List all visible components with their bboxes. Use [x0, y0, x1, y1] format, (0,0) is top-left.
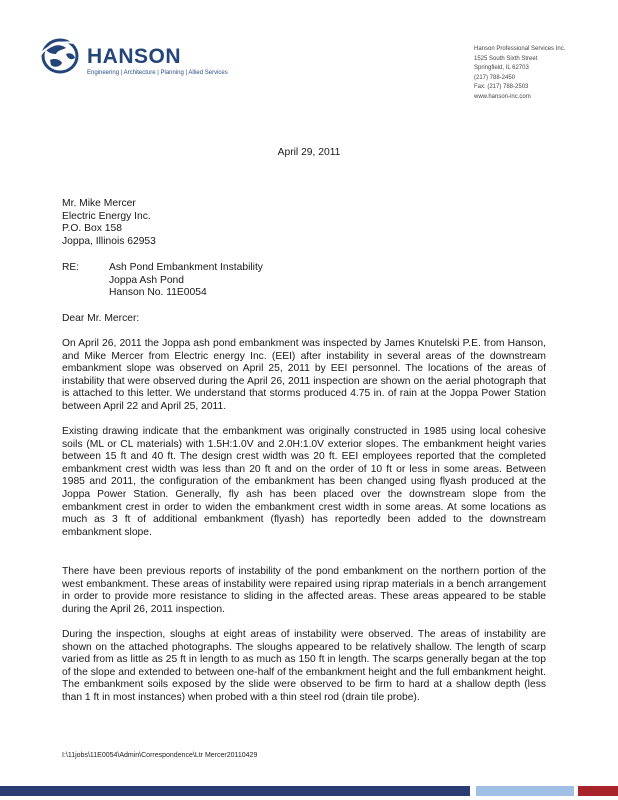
brand-name: HANSON: [87, 45, 182, 68]
recipient-line: P.O. Box 158: [62, 223, 122, 235]
file-path: I:\11jobs\11E0054\Admin\Correspondence\Ltr Mercer20110429: [62, 752, 258, 759]
subject-line: Hanson No. 11E0054: [109, 287, 207, 299]
paragraph-text: Existing drawing indicate that the embankment was originally constructed in 1985 using local cohesive soils (ML or CL materials) with 1.5H:1.0V and 2.0H:1.0V exterior slopes. The embankment height varies between 15 ft and 40 ft. The design crest width was 20 ft. EEI employees reported that the completed embankment crest width was less than 20 ft and on the order of 10 ft or less in some areas. Between 1985 and 2011, the configuration of the embankment has been changed using flyash produced at the Joppa Power Station. Generally, fly ash has been placed over the downstream slope from the embankment crest in order to widen the embankment crest width in some areas. At some locations as much as 3 ft of additional embankment (flyash) has reportedly been added to the downstream embankment slope.: [62, 426, 546, 538]
paragraph-text: During the inspection, sloughs at eight areas of instability were observed. The areas of instability are shown on the attached photographs. The sloughs appeared to be relatively shallow. The length of scarp varied from as little as 25 ft in length to as much as 150 ft in length. The scarps generally began at the top of the slope and extended to between one-half of the embankment height and the full embankment height. The embankment soils exposed by the slide were observed to be firm to hard at a shallow depth (less than 1 ft in most instances) when probed with a thin steel rod (drain tile probe).: [62, 629, 546, 703]
recipient-line: Joppa, Illinois 62953: [62, 235, 156, 247]
address-line: 1525 South Sixth Street: [474, 55, 538, 62]
address-line: www.hanson-inc.com: [474, 93, 531, 100]
paragraph-text: There have been previous reports of instability of the pond embankment on the northern portion of the west embankment. These areas of instability were repaired using riprap materials in a bench arrangement in order to provide more resistance to sliding in the affected areas. These areas appeared to be stable during the April 26, 2011 inspection.: [62, 566, 546, 615]
footer-bar-navy: [0, 786, 470, 796]
globe-icon: [40, 38, 80, 74]
company-logo: [40, 38, 280, 84]
address-line: (217) 788-2450: [474, 74, 516, 81]
subject-line: Joppa Ash Pond: [109, 274, 184, 286]
paragraph-text: On April 26, 2011 the Joppa ash pond embankment was inspected by James Knutelski P.E. from Hanson, and Mike Mercer from Electric energy Inc. (EEI) after instability in several areas of the downstream embankment slope was observed on April 25, 2011 by EEI personnel. The locations of the areas of instability that were observed during the April 26, 2011 inspection are shown on the aerial photograph that is attached to this letter. We understand that storms produced 4.75 in. of rain at the Joppa Power Station between April 22 and April 25, 2011.: [62, 338, 546, 412]
salutation: Dear Mr. Mercer:: [62, 313, 140, 324]
brand-tagline: Engineering | Architecture | Planning | Allied Services: [87, 70, 228, 76]
recipient-block: [62, 198, 546, 248]
letter-date: April 29, 2011: [277, 147, 341, 158]
address-block: [474, 45, 565, 102]
recipient-line: Mr. Mike Mercer: [62, 198, 136, 209]
address-line: Fax: (217) 788-2503: [474, 84, 529, 90]
body-paragraph: [62, 566, 546, 616]
footer-bar-light-blue: [476, 786, 574, 796]
footer-bar-red: [578, 786, 618, 796]
address-line: Hanson Professional Services Inc.: [474, 46, 566, 52]
body-paragraph: [62, 338, 546, 414]
subject-label: RE:: [62, 262, 80, 273]
body-paragraph: [62, 426, 546, 539]
body-paragraph: [62, 629, 546, 705]
recipient-line: Electric Energy Inc.: [62, 210, 151, 222]
subject-line: Ash Pond Embankment Instability: [109, 262, 263, 273]
address-line: Springfield, IL 62703: [474, 65, 529, 71]
